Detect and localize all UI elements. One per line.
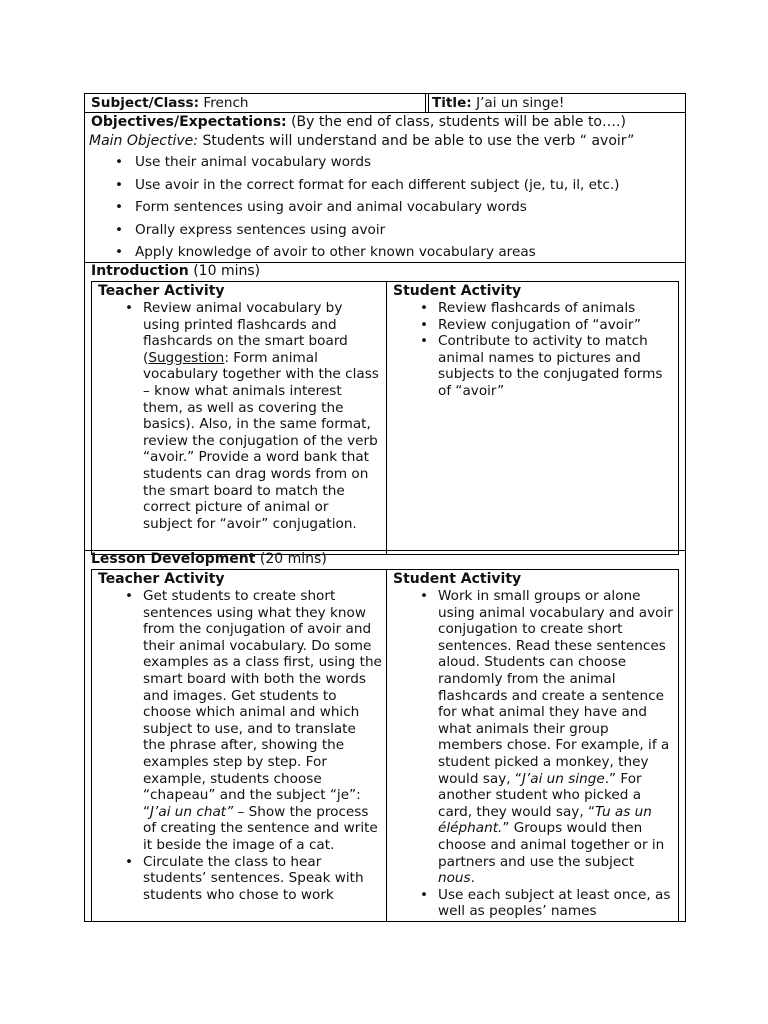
lesson-student-text-b: .” For another student who picked a card, they would say, “ bbox=[438, 770, 642, 820]
lesson-development-duration: (20 mins) bbox=[259, 551, 327, 567]
lesson-teacher-list bbox=[98, 588, 386, 903]
example-sentence: J’ai un chat” bbox=[150, 803, 234, 820]
main-objective-label: Main Objective: bbox=[89, 133, 198, 149]
lesson-student-list bbox=[393, 588, 679, 920]
intro-teacher-text-rest: : Form animal vocabulary together with the class – know what animals interest them, as well as covering the basics). Also, in the same format, review the conjugation of the verb “avoir.” Provide a word bank that students can drag words from on the smart board to match the correct picture of animal or subject for “avoir” conjugation. bbox=[143, 349, 379, 532]
lesson-teacher-text-rest: – Show the process of creating the sentence and write it beside the image of a cat. bbox=[143, 803, 378, 853]
list-item: • Form sentences using avoir and animal vocabulary words bbox=[85, 196, 685, 219]
subject-value: French bbox=[203, 95, 249, 111]
list-item: • Use each subject at least once, as well as peoples’ names bbox=[438, 887, 675, 920]
list-item bbox=[143, 300, 382, 532]
list-item: • Contribute to activity to match animal names to pictures and subjects to the conjugated forms of “avoir” bbox=[438, 333, 675, 399]
lesson-student-column bbox=[387, 570, 679, 920]
list-item: • Circulate the class to hear students’ sentences. Speak with students who chose to work bbox=[143, 854, 382, 904]
intro-teacher-heading: Teacher Activity bbox=[98, 283, 225, 299]
lesson-student-text: Work in small groups or alone using animal vocabulary and avoir conjugation to create short sentences. Read these sentences aloud. Students can choose randomly from the animal flashcards and create a sentence for what animal they have and what animals their group members chose. For example, if a student picked a monkey, they would say, “ bbox=[438, 588, 673, 787]
introduction-duration: (10 mins) bbox=[193, 263, 261, 279]
header-row bbox=[85, 94, 685, 112]
list-item: • Apply knowledge of avoir to other known vocabulary areas bbox=[85, 241, 685, 264]
lesson-plan-table bbox=[84, 93, 686, 922]
intro-student-column bbox=[387, 282, 679, 400]
intro-teacher-column bbox=[92, 282, 386, 532]
introduction-section bbox=[85, 262, 685, 550]
list-item bbox=[438, 588, 675, 887]
introduction-label: Introduction bbox=[91, 263, 189, 279]
lesson-teacher-text: Get students to create short sentences using what they know from the conjugation of avoir and their animal vocabulary. Do some examples as a class first, using the smart board with both the words and images. Get students to choose which animal and which subject to use, and to translate the phrase after, showing the examples step by step. For example, students choose “chapeau” and the subject “je”: “ bbox=[143, 588, 382, 820]
list-item: • Use avoir in the correct format for each different subject (je, tu, il, etc.) bbox=[85, 174, 685, 197]
intro-teacher-text: Review animal vocabulary by using printed flashcards and flashcards on the smart board ( bbox=[143, 300, 348, 366]
lesson-student-text-c: ” Groups would then choose and animal together or in partners and use the subject bbox=[438, 820, 665, 870]
subject-nous: nous bbox=[438, 870, 471, 887]
list-item bbox=[143, 588, 382, 854]
lesson-development-header bbox=[85, 551, 685, 568]
list-item: • Orally express sentences using avoir bbox=[85, 219, 685, 242]
lesson-teacher-column bbox=[92, 570, 386, 903]
title-value: J’ai un singe! bbox=[476, 95, 565, 111]
title-cell bbox=[432, 94, 564, 112]
lesson-student-heading: Student Activity bbox=[393, 571, 522, 587]
suggestion-label: Suggestion bbox=[148, 349, 225, 366]
example-sentence-elephant: Tu as un éléphant. bbox=[438, 803, 652, 837]
lesson-student-text-d: . bbox=[470, 870, 475, 887]
main-objective-text: Students will understand and be able to use the verb “ avoir” bbox=[202, 133, 635, 149]
introduction-activity-table bbox=[91, 281, 679, 555]
objectives-header bbox=[85, 113, 685, 132]
list-item: • Use their animal vocabulary words bbox=[85, 151, 685, 174]
main-objective bbox=[85, 132, 685, 151]
objectives-section bbox=[85, 112, 685, 262]
list-item: • Review flashcards of animals bbox=[438, 300, 675, 317]
lesson-development-section bbox=[85, 550, 685, 922]
objectives-label: Objectives/Expectations: bbox=[91, 114, 287, 130]
intro-student-list bbox=[393, 300, 679, 400]
subject-cell bbox=[85, 94, 249, 112]
objectives-list bbox=[85, 151, 685, 264]
list-item: • Review conjugation of “avoir” bbox=[438, 317, 675, 334]
lesson-development-label: Lesson Development bbox=[91, 551, 256, 567]
subject-label: Subject/Class: bbox=[91, 95, 200, 111]
objectives-intro: (By the end of class, students will be able to….) bbox=[291, 114, 626, 130]
lesson-activity-table bbox=[91, 569, 679, 922]
title-label: Title: bbox=[432, 95, 472, 111]
example-sentence-singe: J’ai un singe bbox=[521, 770, 605, 787]
intro-teacher-list bbox=[98, 300, 386, 532]
lesson-teacher-heading: Teacher Activity bbox=[98, 571, 225, 587]
introduction-header bbox=[85, 263, 685, 280]
intro-student-heading: Student Activity bbox=[393, 283, 522, 299]
